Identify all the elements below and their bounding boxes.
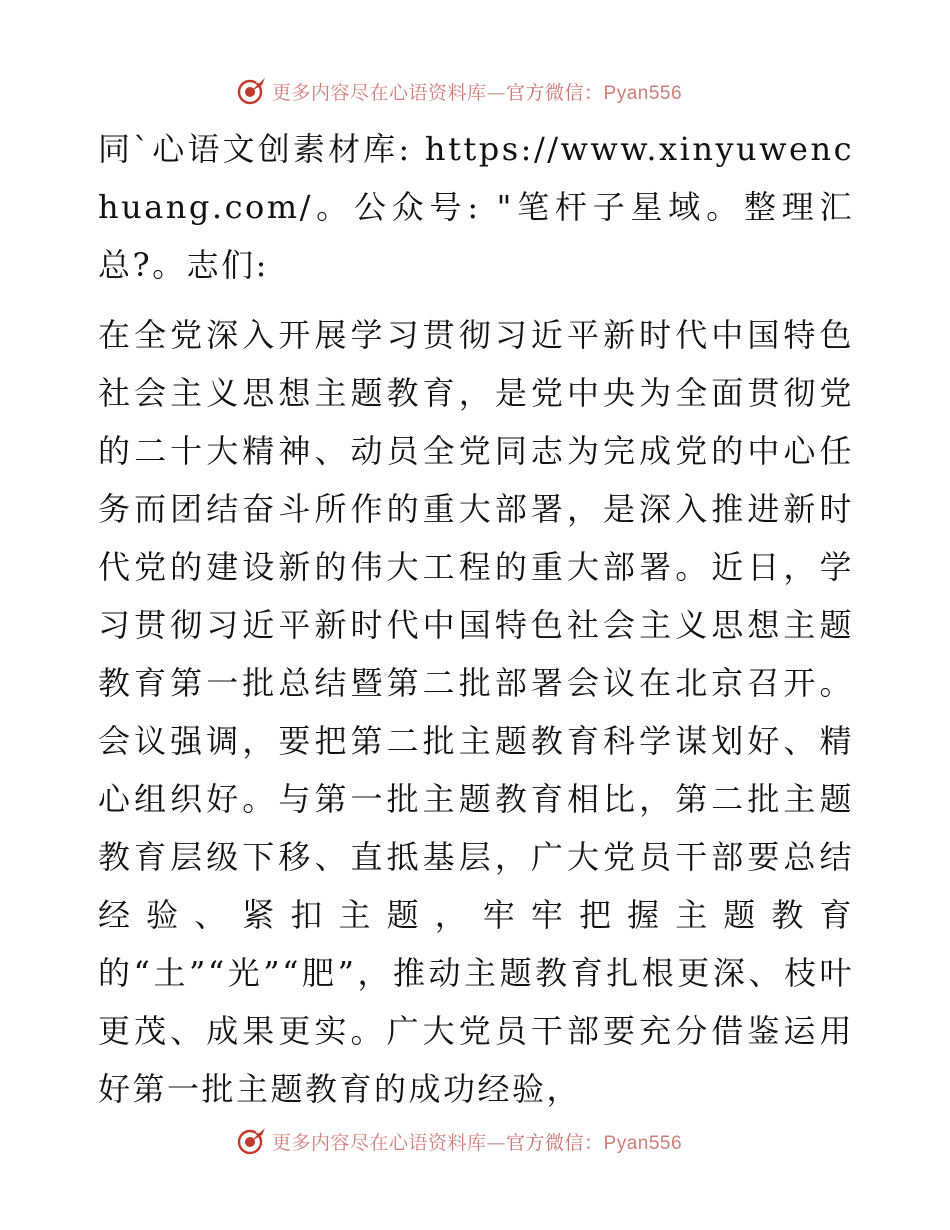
watermark-text: 更多内容尽在心语资料库 bbox=[272, 81, 487, 104]
watermark-dash: — bbox=[486, 1131, 507, 1154]
watermark-wechat-id: Pyan556 bbox=[603, 82, 683, 104]
watermark-dash: — bbox=[486, 81, 507, 104]
document-body bbox=[98, 120, 854, 1118]
watermark-wechat-label: 官方微信： bbox=[506, 81, 604, 104]
watermark-text: 更多内容尽在心语资料库 bbox=[272, 1131, 487, 1154]
quill-logo-icon bbox=[236, 1125, 268, 1157]
footer-watermark bbox=[236, 1124, 682, 1158]
watermark-wechat-label: 官方微信： bbox=[506, 1131, 604, 1154]
header-watermark bbox=[236, 74, 682, 108]
quill-logo-icon bbox=[236, 75, 268, 107]
watermark-wechat-id: Pyan556 bbox=[603, 1132, 683, 1154]
intro-paragraph: 同`心语文创素材库: https://www.xinyuwenchuang.com/。公众号: "笔杆子星域。整理汇总?。志们: bbox=[98, 130, 854, 284]
body-paragraph: 在全党深入开展学习贯彻习近平新时代中国特色社会主义思想主题教育，是党中央为全面贯彻党的二十大精神、动员全党同志为完成党的中心任务而团结奋斗所作的重大部署，是深入推进新时代党的建设新的伟大工程的重大部署。近日，学习贯彻习近平新时代中国特色社会主义思想主题教育第一批总结暨第二批部署会议在北京召开。会议强调，要把第二批主题教育科学谋划好、精心组织好。与第一批主题教育相比，第二批主题教育层级下移、直抵基层，广大党员干部要总结经验、紧扣主题，牢牢把握主题教育的“土”“光”“肥”，推动主题教育扎根更深、枝叶更茂、成果更实。广大党员干部要充分借鉴运用好第一批主题教育的成功经验， bbox=[98, 316, 854, 1108]
